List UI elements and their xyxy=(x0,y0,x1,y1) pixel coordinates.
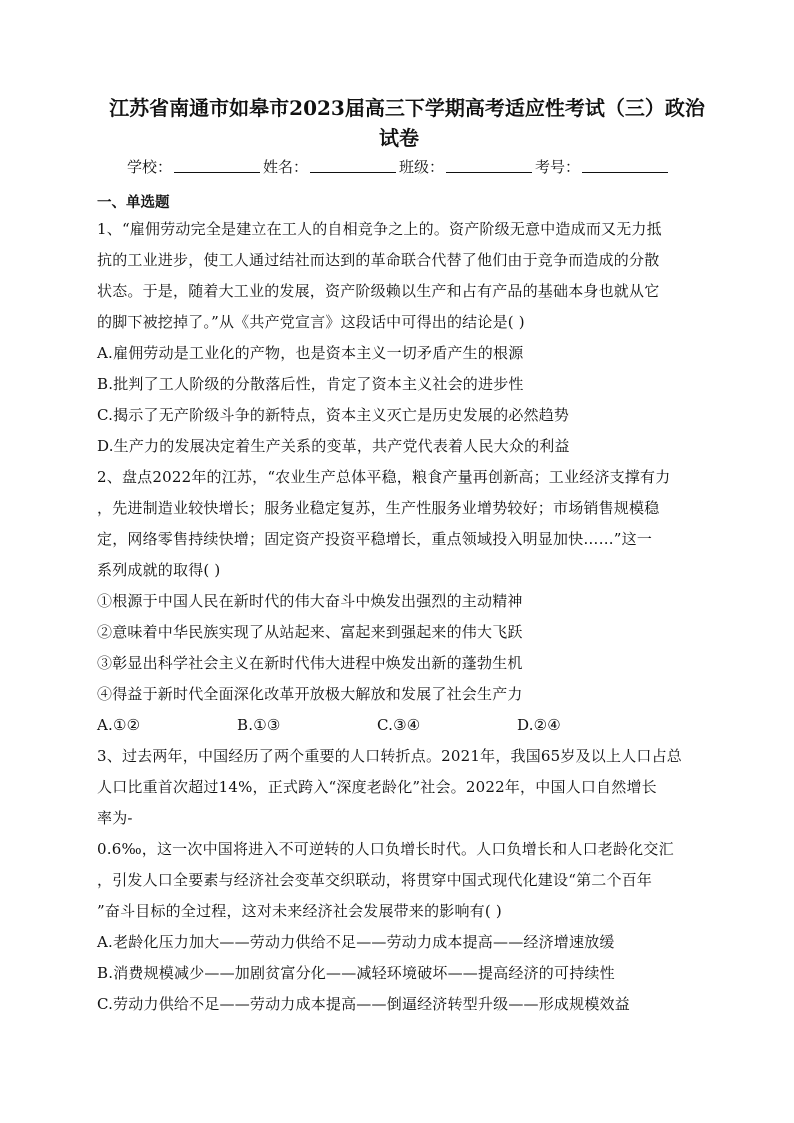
name-field xyxy=(263,156,399,177)
question-1-stem-line: 1、“雇佣劳动完全是建立在工人的自相竞争之上的。资产阶级无意中造成而又无力抵 xyxy=(97,220,662,238)
question-2-options xyxy=(97,710,701,741)
class-field xyxy=(399,156,535,177)
exam-number-label: 考号： xyxy=(535,158,581,176)
exam-number-blank xyxy=(582,171,668,173)
question-2-statement-3: ③彰显出科学社会主义在新时代伟大进程中焕发出新的蓬勃生机 xyxy=(97,654,523,672)
question-3-stem-line: 人口比重首次超过14%，正式跨入“深度老龄化”社会。2022年，中国人口自然增长 xyxy=(97,778,657,796)
name-blank xyxy=(310,171,396,173)
question-3-stem-line: 3、过去两年，中国经历了两个重要的人口转折点。2021年，我国65岁及以上人口占总 xyxy=(97,747,683,765)
question-2-stem-line: 2、盘点2022年的江苏，“农业生产总体平稳，粮食产量再创新高；工业经济支撑有力 xyxy=(97,468,671,486)
question-2-option-a: A.①② xyxy=(97,716,141,734)
exam-title xyxy=(97,0,705,153)
question-2-stem-line: 系列成就的取得( ) xyxy=(97,561,221,579)
name-label: 姓名： xyxy=(262,158,308,176)
question-3-option-c: C.劳动力供给不足——劳动力成本提高——倒逼经济转型升级——形成规模效益 xyxy=(97,995,630,1013)
question-3 xyxy=(97,741,701,1020)
school-field xyxy=(127,156,263,177)
school-blank xyxy=(174,171,260,173)
question-1-stem-line: 抗的工业进步，使工人通过结社而达到的革命联合代替了他们由于竞争而造成的分散 xyxy=(97,251,660,269)
exam-title-line-2: 试卷 xyxy=(379,126,419,150)
question-2-option-b: B.①③ xyxy=(237,716,281,734)
question-2 xyxy=(97,462,701,741)
question-2-stem-line: ，先进制造业较快增长；服务业稳定复苏，生产性服务业增势较好；市场销售规模稳 xyxy=(97,499,660,517)
question-1-option-d: D.生产力的发展决定着生产关系的变革，共产党代表着人民大众的利益 xyxy=(97,437,570,455)
question-2-statement-2: ②意味着中华民族实现了从站起来、富起来到强起来的伟大飞跃 xyxy=(97,623,523,641)
question-1-stem-line: 的脚下被挖掉了。”从《共产党宣言》这段话中可得出的结论是( ) xyxy=(97,313,525,331)
question-2-option-d: D.②④ xyxy=(517,716,561,734)
student-info-row xyxy=(97,153,701,177)
question-3-option-b: B.消费规模减少——加剧贫富分化——减轻环境破坏——提高经济的可持续性 xyxy=(97,964,615,982)
question-1-option-b: B.批判了工人阶级的分散落后性，肯定了资本主义社会的进步性 xyxy=(97,375,524,393)
question-1-stem-line: 状态。于是，随着大工业的发展，资产阶级赖以生产和占有产品的基础本身也就从它 xyxy=(97,282,660,300)
question-2-statement-4: ④得益于新时代全面深化改革开放极大解放和发展了社会生产力 xyxy=(97,685,523,703)
class-blank xyxy=(446,171,532,173)
exam-number-field xyxy=(535,156,671,177)
exam-title-line-1: 江苏省南通市如皋市2023届高三下学期高考适应性考试（三）政治 xyxy=(109,96,705,120)
question-2-statement-1: ①根源于中国人民在新时代的伟大奋斗中焕发出强烈的主动精神 xyxy=(97,592,523,610)
question-3-stem-line: 0.6‰，这一次中国将进入不可逆转的人口负增长时代。人口负增长和人口老龄化交汇 xyxy=(97,840,674,858)
question-1-option-c: C.揭示了无产阶级斗争的新特点，资本主义灭亡是历史发展的必然趋势 xyxy=(97,406,570,424)
section-heading: 一、单选题 xyxy=(97,195,170,211)
question-3-stem-line: ，引发人口全要素与经济社会变革交织联动，将贯穿中国式现代化建设“第二个百年 xyxy=(97,871,653,889)
question-3-option-a: A.老龄化压力加大——劳动力供给不足——劳动力成本提高——经济增速放缓 xyxy=(97,933,615,951)
question-3-stem-line: 率为- xyxy=(97,809,133,827)
class-label: 班级： xyxy=(399,158,445,176)
school-label: 学校： xyxy=(126,158,172,176)
question-2-stem-line: 定，网络零售持续快增；固定资产投资平稳增长，重点领域投入明显加快……”这一 xyxy=(97,530,653,548)
question-3-stem-line: ”奋斗目标的全过程，这对未来经济社会发展带来的影响有( ) xyxy=(97,902,502,920)
question-2-option-c: C.③④ xyxy=(377,716,421,734)
question-1-option-a: A.雇佣劳动是工业化的产物，也是资本主义一切矛盾产生的根源 xyxy=(97,344,524,362)
question-1 xyxy=(97,214,701,462)
